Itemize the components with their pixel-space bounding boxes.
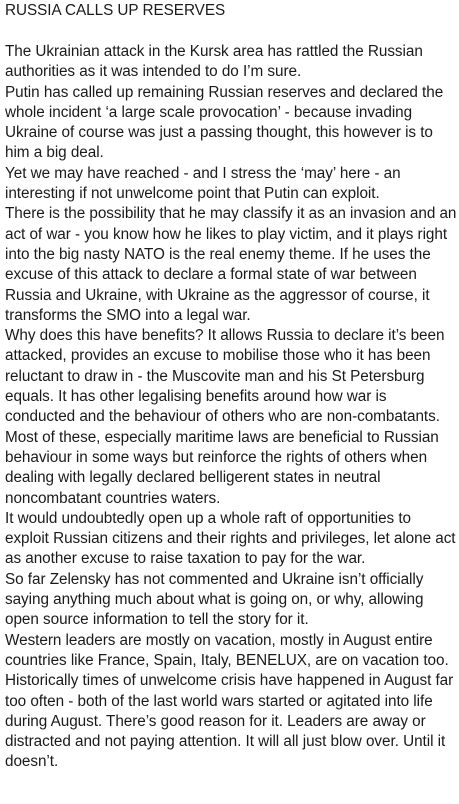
title-spacer	[5, 21, 457, 42]
paragraph: The Ukrainian attack in the Kursk area has rattled the Russian authorities as it was intended to do I’m sure.	[5, 43, 423, 81]
paragraph: Why does this have benefits? It allows Russia to declare it’s been attacked, provides an excuse to mobilise those who it has been reluctant to draw in - the Muscovite man and his St Petersburg equals. It has other legalising benefits around how war is conducted and the behaviour of others who are non-combatants. Most of these, especially maritime laws are beneficial to Russian behaviour in some ways but reinforce the rights of others when dealing with legally declared belligerent states in neutral noncombatant countries waters.	[5, 327, 445, 507]
paragraph: There is the possibility that he may classify it as an invasion and an act of war - you know how he likes to play victim, and it plays right into the big nasty NATO is the real enemy theme. If he uses the excuse of this attack to declare a formal state of war between Russia and Ukraine, with Ukraine as the aggressor of course, it transforms the SMO into a legal war.	[5, 205, 457, 324]
document-body	[5, 0, 457, 773]
paragraph: Yet we may have reached - and I stress the ‘may’ here - an interesting if not unwelcome point that Putin can exploit.	[5, 164, 401, 203]
document-title: RUSSIA CALLS UP RESERVES	[5, 2, 226, 19]
paragraph: Putin has called up remaining Russian reserves and declared the whole incident ‘a large scale provocation’ - because invading Ukraine of course was just a passing thought, this however is to him a big deal.	[5, 83, 444, 162]
paragraph: So far Zelensky has not commented and Ukraine isn’t officially saying anything much about what is going on, or why, allowing open source information to tell the story for it.	[5, 570, 424, 629]
paragraph: Western leaders are mostly on vacation, mostly in August entire countries like France, Spain, Italy, BENELUX, are on vacation too. Historically times of unwelcome crisis have happened in August far too often - both of the last world wars started or agitated into life during August. There’s good reason for it. Leaders are away or distracted and not paying attention. It will all just blow over. Until it doesn’t.	[5, 631, 454, 771]
paragraph: It would undoubtedly open up a whole raft of opportunities to exploit Russian citizens and their rights and privileges, let alone act as another excuse to raise taxation to pay for the war.	[5, 509, 456, 568]
